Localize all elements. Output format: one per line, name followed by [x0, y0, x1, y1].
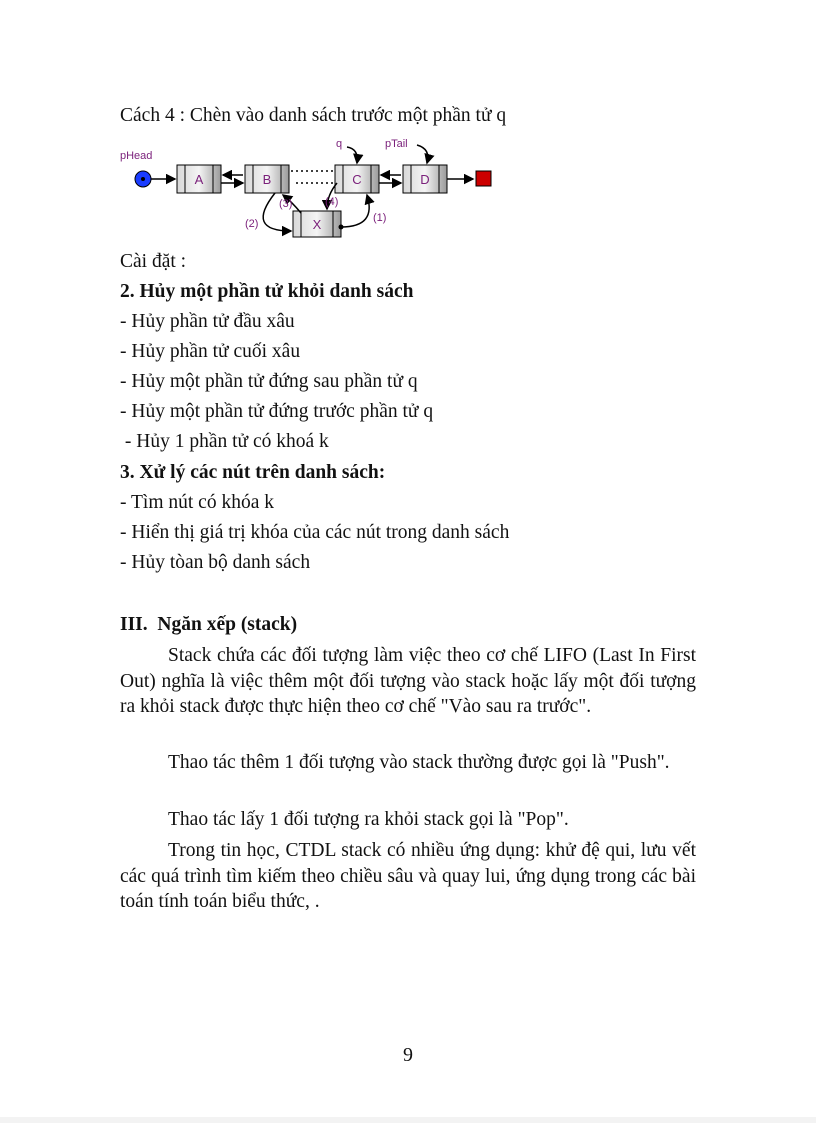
- stack-paragraph-1-text: Stack chứa các đối tượng làm việc theo cơ chế LIFO (Last In First Out) nghĩa là việc thêm một đối tượng vào stack hoặc lấy một đối tượng ra khỏi stack được thực hiện theo cơ chế "Vào sau ra trước".: [120, 645, 696, 717]
- step4-label: (4): [325, 196, 339, 208]
- section2-title: 2. Hủy một phần tử khỏi danh sách: [120, 281, 414, 302]
- stack-paragraph-4-text: Trong tin học, CTDL stack có nhiều ứng dụng: khử đệ qui, lưu vết các quá trình tìm kiếm theo chiều sâu và quay lui, ứng dụng trong các bài toán tính toán biểu thức, .: [120, 840, 696, 912]
- heading-cach4: Cách 4 : Chèn vào danh sách trước một phần tử q: [120, 105, 507, 126]
- node-x: [293, 211, 341, 237]
- section3-item: - Hủy tòan bộ danh sách: [120, 552, 311, 573]
- node-x-label: X: [312, 217, 322, 232]
- step2-label: (2): [245, 218, 259, 230]
- node-b-label: B: [262, 172, 272, 187]
- null-terminator: [476, 171, 491, 186]
- stack-paragraph-2-text: Thao tác thêm 1 đối tượng vào stack thường được gọi là "Push".: [168, 752, 670, 773]
- section2-item: - Hủy một phần tử đứng sau phần tử q: [120, 371, 418, 392]
- stack-paragraph-4: [120, 838, 696, 915]
- section3-item: - Tìm nút có khóa k: [120, 492, 274, 513]
- node-b: [245, 165, 289, 193]
- section3-item: - Hiển thị giá trị khóa của các nút trong danh sách: [120, 522, 510, 543]
- page-bottom-edge: [0, 1117, 816, 1123]
- node-c-label: C: [352, 172, 362, 187]
- section2-item: - Hủy một phần tử đứng trước phần tử q: [120, 401, 434, 422]
- section2-item: - Hủy phần tử đầu xâu: [120, 311, 295, 332]
- stack-paragraph-3-text: Thao tác lấy 1 đối tượng ra khỏi stack gọi là "Pop".: [168, 809, 569, 830]
- phead-label: pHead: [120, 150, 153, 162]
- node-c: [335, 165, 379, 193]
- section2-item: - Hủy phần tử cuối xâu: [120, 341, 301, 362]
- page-number: 9: [403, 1044, 413, 1066]
- node-d: [403, 165, 447, 193]
- stack-paragraph-3: [120, 807, 696, 833]
- cai-dat-label: Cài đặt :: [120, 251, 187, 272]
- step1-label: (1): [373, 212, 387, 224]
- section2-item: - Hủy 1 phần tử có khoá k: [120, 431, 329, 452]
- node-a: [177, 165, 221, 193]
- section3-title: 3. Xử lý các nút trên danh sách:: [120, 462, 386, 483]
- node-a-label: A: [194, 172, 204, 187]
- node-d-label: D: [420, 172, 430, 187]
- ptail-label: pTail: [385, 138, 408, 150]
- step3-label: (3): [279, 198, 293, 210]
- linked-list-insert-diagram: [115, 135, 505, 245]
- stack-paragraph-1: [120, 643, 696, 720]
- q-label: q: [336, 138, 343, 150]
- stack-section-title: III. Ngăn xếp (stack): [120, 614, 298, 635]
- stack-paragraph-2: [120, 750, 696, 776]
